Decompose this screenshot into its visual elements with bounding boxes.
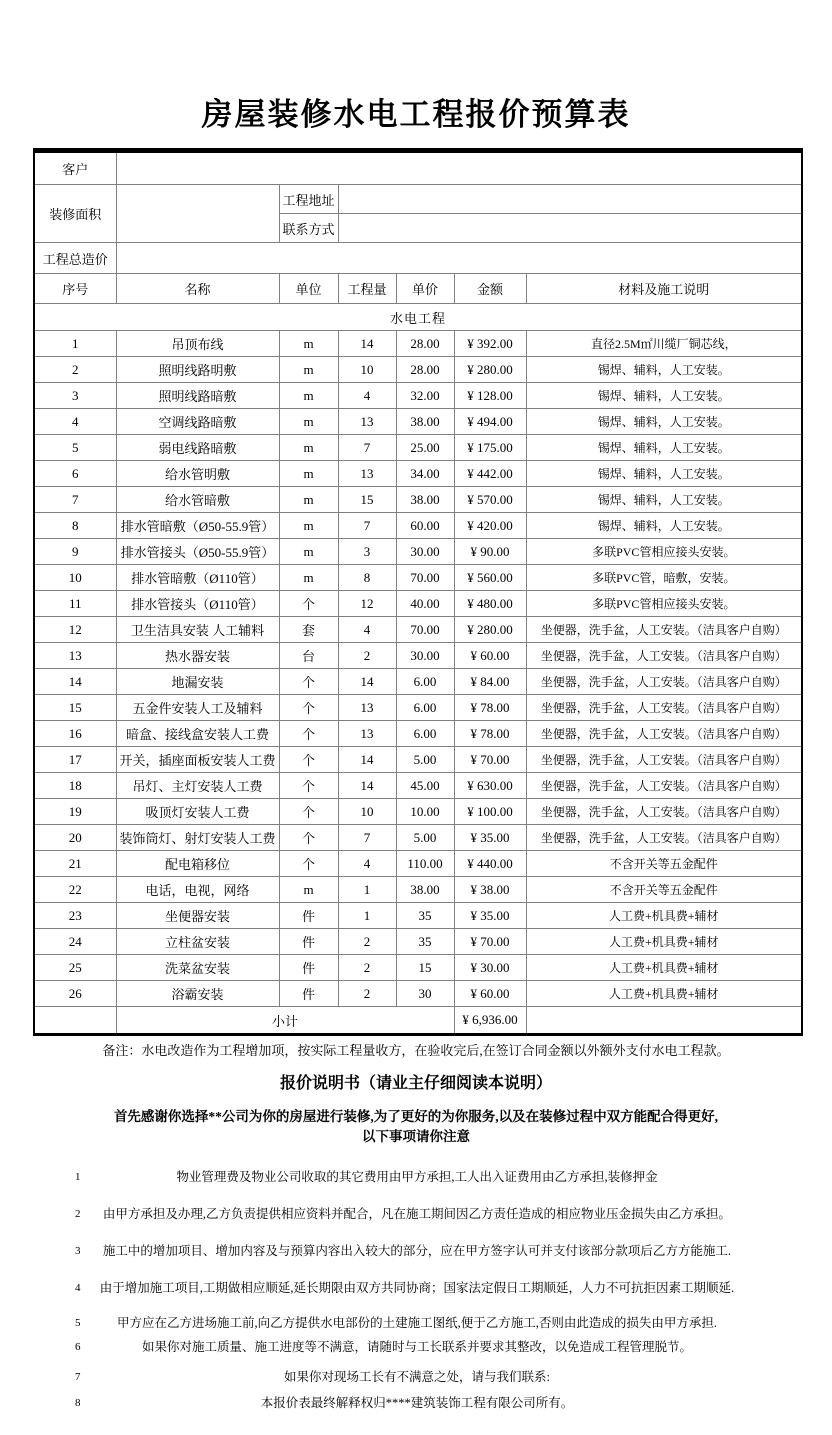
customer-label: 客户 xyxy=(34,151,116,185)
note-item-number: 1 xyxy=(75,1171,81,1183)
cell-unit: m xyxy=(279,487,338,513)
cell-name: 排水管接头（Ø50-55.9管） xyxy=(116,539,279,565)
cell-name: 照明线路暗敷 xyxy=(116,383,279,409)
note-item-number: 5 xyxy=(75,1317,81,1329)
cell-price: 34.00 xyxy=(396,461,454,487)
cell-note: 锡焊、辅料，人工安装。 xyxy=(526,409,802,435)
cell-price: 10.00 xyxy=(396,799,454,825)
notes-intro-line2: 以下事项请你注意 xyxy=(362,1129,470,1144)
cell-unit: 件 xyxy=(279,981,338,1007)
cell-price: 38.00 xyxy=(396,487,454,513)
notes-intro-line1: 首先感谢你选择**公司为你的房屋进行装修,为了更好的为你服务,以及在装修过程中双方能配合得更好, xyxy=(113,1109,719,1124)
cell-price: 25.00 xyxy=(396,435,454,461)
cell-amount: ¥ 280.00 xyxy=(454,617,526,643)
note-item-number: 7 xyxy=(75,1371,81,1383)
cell-note: 人工费+机具费+辅材 xyxy=(526,981,802,1007)
cell-unit: 个 xyxy=(279,825,338,851)
table-row xyxy=(34,435,802,461)
cell-note: 锡焊、辅料，人工安装。 xyxy=(526,383,802,409)
cell-no: 7 xyxy=(34,487,116,513)
cell-no: 3 xyxy=(34,383,116,409)
table-row xyxy=(34,617,802,643)
note-item xyxy=(33,1280,801,1297)
table-row xyxy=(34,955,802,981)
cell-no: 9 xyxy=(34,539,116,565)
contact-value-cell[interactable] xyxy=(338,214,802,243)
total-cost-value-cell[interactable] xyxy=(116,243,802,274)
cell-amount: ¥ 78.00 xyxy=(454,721,526,747)
notes-list xyxy=(33,1169,801,1412)
cell-unit: 件 xyxy=(279,955,338,981)
column-header-row xyxy=(34,274,802,304)
cell-qty: 13 xyxy=(338,695,396,721)
total-cost-row xyxy=(34,243,802,274)
cell-amount: ¥ 494.00 xyxy=(454,409,526,435)
cell-no: 12 xyxy=(34,617,116,643)
cell-no: 24 xyxy=(34,929,116,955)
cell-name: 五金件安装人工及辅料 xyxy=(116,695,279,721)
cell-amount: ¥ 480.00 xyxy=(454,591,526,617)
table-row xyxy=(34,825,802,851)
cell-unit: 个 xyxy=(279,773,338,799)
cell-qty: 4 xyxy=(338,383,396,409)
subtotal-label: 小计 xyxy=(116,1007,454,1035)
cell-qty: 7 xyxy=(338,513,396,539)
cell-price: 70.00 xyxy=(396,617,454,643)
cell-qty: 8 xyxy=(338,565,396,591)
cell-amount: ¥ 128.00 xyxy=(454,383,526,409)
cell-unit: 个 xyxy=(279,851,338,877)
cell-qty: 2 xyxy=(338,981,396,1007)
col-header-unit: 单位 xyxy=(279,274,338,304)
note-item-text: 施工中的增加项目、增加内容及与预算内容出入较大的部分，应在甲方签字认可并支付该部分款项后乙方方能施工. xyxy=(102,1244,732,1258)
remark-line: 备注：水电改造作为工程增加项，按实际工程量收方，在验收完后,在签订合同金额以外额外支付水电工程款。 xyxy=(102,1043,730,1058)
cell-price: 40.00 xyxy=(396,591,454,617)
cell-amount: ¥ 100.00 xyxy=(454,799,526,825)
table-row xyxy=(34,383,802,409)
area-address-row xyxy=(34,185,802,214)
cell-no: 25 xyxy=(34,955,116,981)
cell-no: 11 xyxy=(34,591,116,617)
cell-note: 锡焊、辅料，人工安装。 xyxy=(526,435,802,461)
cell-unit: 件 xyxy=(279,929,338,955)
cell-name: 洗菜盆安装 xyxy=(116,955,279,981)
cell-amount: ¥ 60.00 xyxy=(454,643,526,669)
cell-note: 人工费+机具费+辅材 xyxy=(526,955,802,981)
table-row xyxy=(34,799,802,825)
cell-amount: ¥ 30.00 xyxy=(454,955,526,981)
cell-amount: ¥ 60.00 xyxy=(454,981,526,1007)
note-item-number: 2 xyxy=(75,1208,81,1220)
cell-price: 35 xyxy=(396,903,454,929)
col-header-price: 单价 xyxy=(396,274,454,304)
table-row xyxy=(34,461,802,487)
cell-unit: 个 xyxy=(279,799,338,825)
note-item-text: 本报价表最终解释权归****建筑装饰工程有限公司所有。 xyxy=(260,1396,574,1410)
cell-name: 照明线路明敷 xyxy=(116,357,279,383)
table-row xyxy=(34,643,802,669)
cell-amount: ¥ 280.00 xyxy=(454,357,526,383)
cell-no: 10 xyxy=(34,565,116,591)
table-row xyxy=(34,539,802,565)
cell-price: 70.00 xyxy=(396,565,454,591)
note-item xyxy=(33,1243,801,1260)
cell-amount: ¥ 38.00 xyxy=(454,877,526,903)
cell-price: 38.00 xyxy=(396,877,454,903)
cell-no: 1 xyxy=(34,331,116,357)
cell-note: 直径2.5M㎡川缆厂铜芯线， xyxy=(526,331,802,357)
cell-no: 13 xyxy=(34,643,116,669)
cell-qty: 13 xyxy=(338,461,396,487)
cell-no: 21 xyxy=(34,851,116,877)
cell-note: 坐便器，洗手盆，人工安装。（洁具客户自购） xyxy=(526,773,802,799)
cell-name: 装饰筒灯、射灯安装人工费 xyxy=(116,825,279,851)
cell-qty: 2 xyxy=(338,955,396,981)
cell-qty: 14 xyxy=(338,747,396,773)
cell-qty: 14 xyxy=(338,773,396,799)
cell-note: 不含开关等五金配件 xyxy=(526,877,802,903)
cell-price: 110.00 xyxy=(396,851,454,877)
subtotal-amount: ¥ 6,936.00 xyxy=(454,1007,526,1035)
cell-note: 多联PVC管相应接头安装。 xyxy=(526,591,802,617)
cell-price: 60.00 xyxy=(396,513,454,539)
cell-note: 锡焊、辅料，人工安装。 xyxy=(526,461,802,487)
cell-qty: 13 xyxy=(338,409,396,435)
note-item-text: 甲方应在乙方进场施工前,向乙方提供水电部份的土建施工图纸,便于乙方施工,否则由此造成的损失由甲方承担. xyxy=(116,1316,717,1330)
cell-price: 6.00 xyxy=(396,721,454,747)
cell-qty: 3 xyxy=(338,539,396,565)
cell-note: 人工费+机具费+辅材 xyxy=(526,903,802,929)
cell-amount: ¥ 35.00 xyxy=(454,825,526,851)
cell-amount: ¥ 560.00 xyxy=(454,565,526,591)
cell-amount: ¥ 78.00 xyxy=(454,695,526,721)
cell-unit: m xyxy=(279,565,338,591)
note-item xyxy=(33,1339,801,1356)
cell-qty: 13 xyxy=(338,721,396,747)
cell-note: 人工费+机具费+辅材 xyxy=(526,929,802,955)
cell-name: 坐便器安装 xyxy=(116,903,279,929)
cell-unit: 套 xyxy=(279,617,338,643)
cell-price: 5.00 xyxy=(396,747,454,773)
cell-unit: m xyxy=(279,383,338,409)
cell-amount: ¥ 35.00 xyxy=(454,903,526,929)
cell-qty: 4 xyxy=(338,851,396,877)
cell-no: 15 xyxy=(34,695,116,721)
note-item-text: 由甲方承担及办理,乙方负责提供相应资料并配合，凡在施工期间因乙方责任造成的相应物业压金损失由乙方承担。 xyxy=(102,1207,732,1221)
note-item xyxy=(33,1206,801,1223)
cell-amount: ¥ 440.00 xyxy=(454,851,526,877)
note-item-number: 6 xyxy=(75,1341,81,1353)
address-value-cell[interactable] xyxy=(338,185,802,214)
cell-name: 热水器安装 xyxy=(116,643,279,669)
cell-unit: m xyxy=(279,357,338,383)
col-header-qty: 工程量 xyxy=(338,274,396,304)
cell-unit: m xyxy=(279,877,338,903)
cell-unit: 个 xyxy=(279,695,338,721)
cell-note: 坐便器，洗手盆，人工安装。（洁具客户自购） xyxy=(526,617,802,643)
cell-note: 锡焊、辅料，人工安装。 xyxy=(526,487,802,513)
note-item xyxy=(33,1395,801,1412)
table-row xyxy=(34,721,802,747)
cell-price: 6.00 xyxy=(396,669,454,695)
cell-amount: ¥ 70.00 xyxy=(454,929,526,955)
table-row xyxy=(34,357,802,383)
cell-amount: ¥ 175.00 xyxy=(454,435,526,461)
cell-name: 给水管暗敷 xyxy=(116,487,279,513)
cell-amount: ¥ 392.00 xyxy=(454,331,526,357)
note-item-text: 由于增加施工项目,工期做相应顺延,延长期限由双方共同协商；国家法定假日工期顺延，人力不可抗拒因素工期顺延. xyxy=(99,1281,735,1295)
col-header-amount: 金额 xyxy=(454,274,526,304)
cell-price: 28.00 xyxy=(396,331,454,357)
area-label: 装修面积 xyxy=(34,185,116,243)
cell-name: 暗盒、接线盒安装人工费 xyxy=(116,721,279,747)
cell-unit: m xyxy=(279,539,338,565)
cell-amount: ¥ 420.00 xyxy=(454,513,526,539)
cell-name: 吸顶灯安装人工费 xyxy=(116,799,279,825)
cell-name: 卫生洁具安装 人工辅料 xyxy=(116,617,279,643)
cell-name: 电话，电视，网络 xyxy=(116,877,279,903)
cell-unit: m xyxy=(279,435,338,461)
cell-amount: ¥ 442.00 xyxy=(454,461,526,487)
cell-name: 立柱盆安装 xyxy=(116,929,279,955)
note-item-text: 如果你对施工质量、施工进度等不满意，请随时与工长联系并要求其整改，以免造成工程管理脱节。 xyxy=(141,1340,692,1354)
cell-name: 配电箱移位 xyxy=(116,851,279,877)
table-row xyxy=(34,669,802,695)
cell-price: 35 xyxy=(396,929,454,955)
cell-qty: 10 xyxy=(338,799,396,825)
table-row xyxy=(34,981,802,1007)
cell-note: 坐便器，洗手盆，人工安装。（洁具客户自购） xyxy=(526,695,802,721)
cell-qty: 4 xyxy=(338,617,396,643)
cell-name: 排水管暗敷（Ø110管） xyxy=(116,565,279,591)
cell-no: 23 xyxy=(34,903,116,929)
cell-unit: 个 xyxy=(279,721,338,747)
cell-price: 5.00 xyxy=(396,825,454,851)
address-label: 工程地址 xyxy=(279,185,338,214)
table-row xyxy=(34,565,802,591)
cell-note: 多联PVC管，暗敷，安装。 xyxy=(526,565,802,591)
cell-qty: 1 xyxy=(338,877,396,903)
col-header-note: 材料及施工说明 xyxy=(526,274,802,304)
customer-value-cell[interactable] xyxy=(116,151,802,185)
cell-price: 6.00 xyxy=(396,695,454,721)
col-header-no: 序号 xyxy=(34,274,116,304)
cell-price: 32.00 xyxy=(396,383,454,409)
cell-amount: ¥ 570.00 xyxy=(454,487,526,513)
cell-note: 锡焊、辅料，人工安装。 xyxy=(526,513,802,539)
cell-price: 15 xyxy=(396,955,454,981)
cell-qty: 12 xyxy=(338,591,396,617)
cell-name: 给水管明敷 xyxy=(116,461,279,487)
cell-name: 浴霸安装 xyxy=(116,981,279,1007)
note-item-number: 8 xyxy=(75,1397,81,1409)
cell-no: 16 xyxy=(34,721,116,747)
cell-name: 弱电线路暗敷 xyxy=(116,435,279,461)
cell-no: 18 xyxy=(34,773,116,799)
notes-title: 报价说明书（请业主仔细阅读本说明） xyxy=(279,1075,552,1092)
cell-qty: 14 xyxy=(338,669,396,695)
cell-note: 坐便器，洗手盆，人工安装。（洁具客户自购） xyxy=(526,721,802,747)
cell-unit: m xyxy=(279,513,338,539)
table-row xyxy=(34,773,802,799)
cell-name: 吊灯、主灯安装人工费 xyxy=(116,773,279,799)
cell-no: 19 xyxy=(34,799,116,825)
cell-name: 排水管暗敷（Ø50-55.9管） xyxy=(116,513,279,539)
cell-no: 20 xyxy=(34,825,116,851)
cell-no: 26 xyxy=(34,981,116,1007)
subtotal-row xyxy=(34,1007,802,1035)
cell-name: 空调线路暗敷 xyxy=(116,409,279,435)
cell-amount: ¥ 90.00 xyxy=(454,539,526,565)
quotation-table xyxy=(33,148,803,1036)
contact-label: 联系方式 xyxy=(279,214,338,243)
col-header-name: 名称 xyxy=(116,274,279,304)
notes-intro xyxy=(0,1107,832,1147)
cell-no: 5 xyxy=(34,435,116,461)
cell-unit: 件 xyxy=(279,903,338,929)
cell-price: 38.00 xyxy=(396,409,454,435)
cell-no: 17 xyxy=(34,747,116,773)
note-item xyxy=(33,1369,801,1386)
area-value-cell[interactable] xyxy=(116,185,279,243)
page-title: 房屋装修水电工程报价预算表 xyxy=(201,97,631,132)
note-item-text: 物业管理费及物业公司收取的其它费用由甲方承担,工人出入证费用由乙方承担,装修押金 xyxy=(176,1170,658,1184)
table-row xyxy=(34,903,802,929)
subtotal-empty-cell xyxy=(34,1007,116,1035)
cell-qty: 7 xyxy=(338,435,396,461)
customer-row xyxy=(34,151,802,185)
note-item xyxy=(33,1169,801,1186)
cell-note: 不含开关等五金配件 xyxy=(526,851,802,877)
table-row xyxy=(34,877,802,903)
table-row xyxy=(34,695,802,721)
cell-price: 30 xyxy=(396,981,454,1007)
total-cost-label: 工程总造价 xyxy=(34,243,116,274)
cell-no: 8 xyxy=(34,513,116,539)
cell-unit: 个 xyxy=(279,747,338,773)
cell-unit: 个 xyxy=(279,591,338,617)
cell-qty: 2 xyxy=(338,929,396,955)
section-title: 水电工程 xyxy=(34,304,802,331)
table-row xyxy=(34,487,802,513)
cell-price: 45.00 xyxy=(396,773,454,799)
cell-note: 坐便器，洗手盆，人工安装。（洁具客户自购） xyxy=(526,669,802,695)
table-row xyxy=(34,409,802,435)
cell-unit: 个 xyxy=(279,669,338,695)
cell-unit: m xyxy=(279,461,338,487)
cell-price: 30.00 xyxy=(396,643,454,669)
cell-amount: ¥ 84.00 xyxy=(454,669,526,695)
cell-note: 多联PVC管相应接头安装。 xyxy=(526,539,802,565)
cell-qty: 15 xyxy=(338,487,396,513)
cell-amount: ¥ 70.00 xyxy=(454,747,526,773)
cell-qty: 1 xyxy=(338,903,396,929)
cell-qty: 2 xyxy=(338,643,396,669)
section-header-row xyxy=(34,304,802,331)
cell-unit: m xyxy=(279,331,338,357)
cell-unit: 台 xyxy=(279,643,338,669)
cell-qty: 7 xyxy=(338,825,396,851)
table-row xyxy=(34,851,802,877)
cell-no: 2 xyxy=(34,357,116,383)
cell-note: 坐便器，洗手盆，人工安装。（洁具客户自购） xyxy=(526,747,802,773)
cell-amount: ¥ 630.00 xyxy=(454,773,526,799)
cell-note: 坐便器，洗手盆，人工安装。（洁具客户自购） xyxy=(526,643,802,669)
cell-price: 30.00 xyxy=(396,539,454,565)
cell-no: 6 xyxy=(34,461,116,487)
cell-note: 锡焊、辅料，人工安装。 xyxy=(526,357,802,383)
subtotal-note-cell xyxy=(526,1007,802,1035)
cell-no: 22 xyxy=(34,877,116,903)
cell-note: 坐便器，洗手盆，人工安装。（洁具客户自购） xyxy=(526,799,802,825)
table-row xyxy=(34,929,802,955)
note-item-number: 4 xyxy=(75,1282,81,1294)
table-row xyxy=(34,591,802,617)
table-row xyxy=(34,513,802,539)
cell-name: 排水管接头（Ø110管） xyxy=(116,591,279,617)
cell-qty: 10 xyxy=(338,357,396,383)
table-row xyxy=(34,747,802,773)
cell-no: 14 xyxy=(34,669,116,695)
cell-name: 吊顶布线 xyxy=(116,331,279,357)
note-item-number: 3 xyxy=(75,1245,81,1257)
cell-price: 28.00 xyxy=(396,357,454,383)
note-item xyxy=(33,1315,801,1332)
cell-name: 开关，插座面板安装人工费 xyxy=(116,747,279,773)
cell-name: 地漏安装 xyxy=(116,669,279,695)
cell-note: 坐便器，洗手盆，人工安装。（洁具客户自购） xyxy=(526,825,802,851)
table-row xyxy=(34,331,802,357)
cell-qty: 14 xyxy=(338,331,396,357)
cell-unit: m xyxy=(279,409,338,435)
cell-no: 4 xyxy=(34,409,116,435)
note-item-text: 如果你对现场工长有不满意之处，请与我们联系: xyxy=(284,1370,550,1384)
